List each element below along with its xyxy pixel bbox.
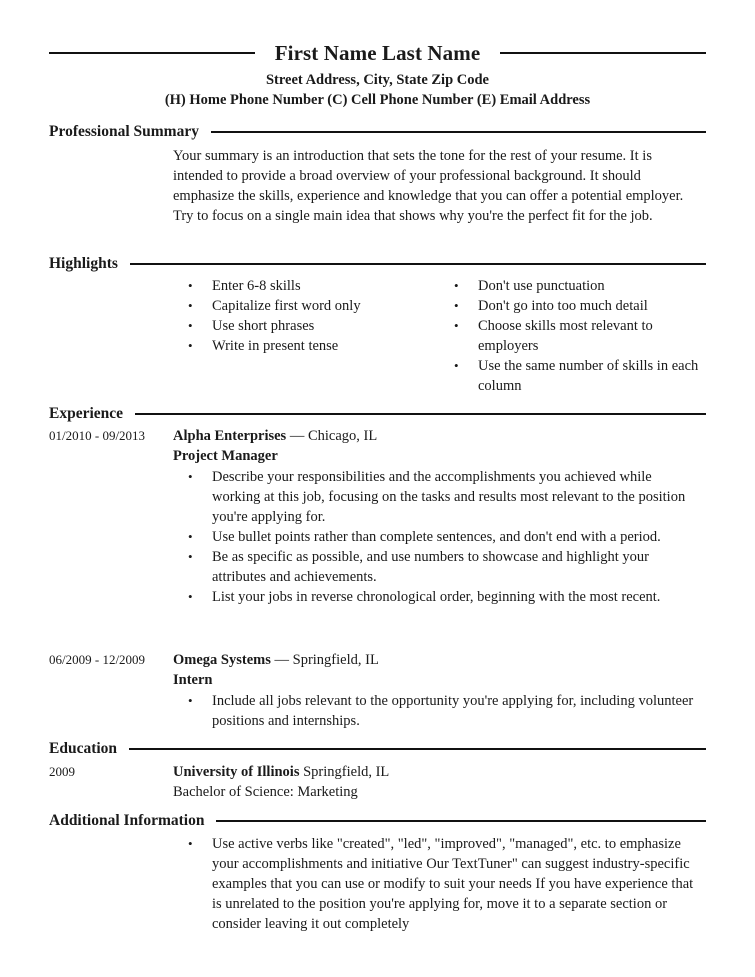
list-item: • List your jobs in reverse chronological order, beginning with the most recent.	[188, 589, 661, 605]
school-name: University of Illinois	[173, 764, 300, 780]
bullet-icon: •	[188, 836, 193, 851]
bullet-icon: •	[454, 358, 459, 373]
bullet-icon: •	[454, 278, 459, 293]
list-item: • Use active verbs like "created", "led", "improved", "managed", etc. to emphasize your accomplishments and initiative Our TextTuner" can suggest industry-specific examples that you can use or modify to suit your needs If you have experience that is unrelated to the position you're applying for, move it to a separate section or consider leaving it out completely	[188, 836, 694, 932]
list-item: • Use bullet points rather than complete sentences, and don't end with a period.	[188, 529, 661, 545]
bullet-icon: •	[188, 278, 193, 293]
bullet-icon: •	[188, 469, 193, 484]
separator: —	[274, 652, 289, 668]
job-title: Project Manager	[173, 448, 278, 464]
bullet-icon: •	[188, 318, 193, 333]
name-header	[49, 38, 706, 68]
company-name: Omega Systems	[173, 652, 271, 668]
contact-info: (H) Home Phone Number (C) Cell Phone Number (E) Email Address	[164, 92, 591, 108]
bullet-icon: •	[188, 338, 193, 353]
bullet-icon: •	[188, 298, 193, 313]
bullet-icon: •	[188, 529, 193, 544]
section-heading-additional	[49, 811, 706, 831]
section-heading-education	[49, 739, 706, 759]
list-item: • Describe your responsibilities and the accomplishments you achieved while working at this job, focusing on the tasks and results most relevant to the position you're applying for.	[188, 469, 686, 525]
bullet-icon: •	[454, 318, 459, 333]
bullet-icon: •	[188, 589, 193, 604]
list-item: • Use short phrases	[188, 318, 315, 334]
full-name: First Name Last Name	[274, 40, 481, 65]
summary-text: Your summary is an introduction that sets the tone for the rest of your resume. It is intended to provide a broad overview of your professional background. It should emphasize the skills, experience and knowledge that you can offer a potential employer. Try to focus on a single main idea that shows why you're the perfect fit for the job.	[173, 148, 684, 224]
bullet-icon: •	[454, 298, 459, 313]
section-rule	[211, 131, 706, 133]
list-item: • Write in present tense	[188, 338, 339, 354]
list-item: • Be as specific as possible, and use numbers to showcase and highlight your attributes and achievements.	[188, 549, 649, 585]
bullet-icon: •	[188, 549, 193, 564]
school-location: Springfield, IL	[303, 764, 390, 780]
section-title: Additional Information	[49, 812, 205, 829]
separator: —	[289, 428, 305, 444]
company-line	[173, 426, 703, 446]
job-bullets	[173, 467, 703, 607]
highlights-column-1	[173, 276, 433, 356]
section-rule	[216, 820, 706, 822]
job-entry	[173, 426, 703, 607]
job-title: Intern	[173, 672, 213, 688]
education-entry	[173, 762, 703, 802]
company-name: Alpha Enterprises	[173, 428, 287, 444]
section-title: Experience	[49, 405, 124, 422]
additional-bullets	[173, 834, 703, 934]
job-dates: 01/2010 - 09/2013	[49, 428, 146, 443]
education-year: 2009	[49, 764, 75, 779]
list-item: • Include all jobs relevant to the opportunity you're applying for, including volunteer positions and internships.	[188, 693, 694, 729]
job-location: Chicago, IL	[307, 428, 378, 444]
list-item: • Capitalize first word only	[188, 298, 361, 314]
section-title: Education	[49, 740, 118, 757]
section-title: Highlights	[49, 255, 118, 272]
job-location: Springfield, IL	[292, 652, 379, 668]
header-rule-left	[49, 52, 255, 54]
section-heading-summary	[49, 122, 706, 142]
list-item: • Enter 6-8 skills	[188, 278, 301, 294]
highlights-column-2	[439, 276, 704, 396]
list-item: • Choose skills most relevant to employers	[454, 318, 653, 354]
list-item: • Use the same number of skills in each column	[454, 358, 699, 394]
degree: Bachelor of Science: Marketing	[173, 784, 358, 800]
job-entry	[173, 650, 703, 731]
section-heading-highlights	[49, 254, 706, 274]
list-item: • Don't use punctuation	[454, 278, 605, 294]
list-item: • Don't go into too much detail	[454, 298, 648, 314]
section-rule	[129, 748, 706, 750]
section-title: Professional Summary	[49, 123, 199, 140]
street-address: Street Address, City, State Zip Code	[265, 72, 489, 88]
job-bullets	[173, 691, 703, 731]
section-heading-experience	[49, 404, 706, 424]
additional-info	[173, 833, 703, 934]
bullet-icon: •	[188, 693, 193, 708]
job-dates: 06/2009 - 12/2009	[49, 652, 146, 667]
section-rule	[130, 263, 706, 265]
section-rule	[135, 413, 706, 415]
school-line	[173, 762, 703, 782]
company-line	[173, 650, 703, 670]
header-rule-right	[500, 52, 706, 54]
